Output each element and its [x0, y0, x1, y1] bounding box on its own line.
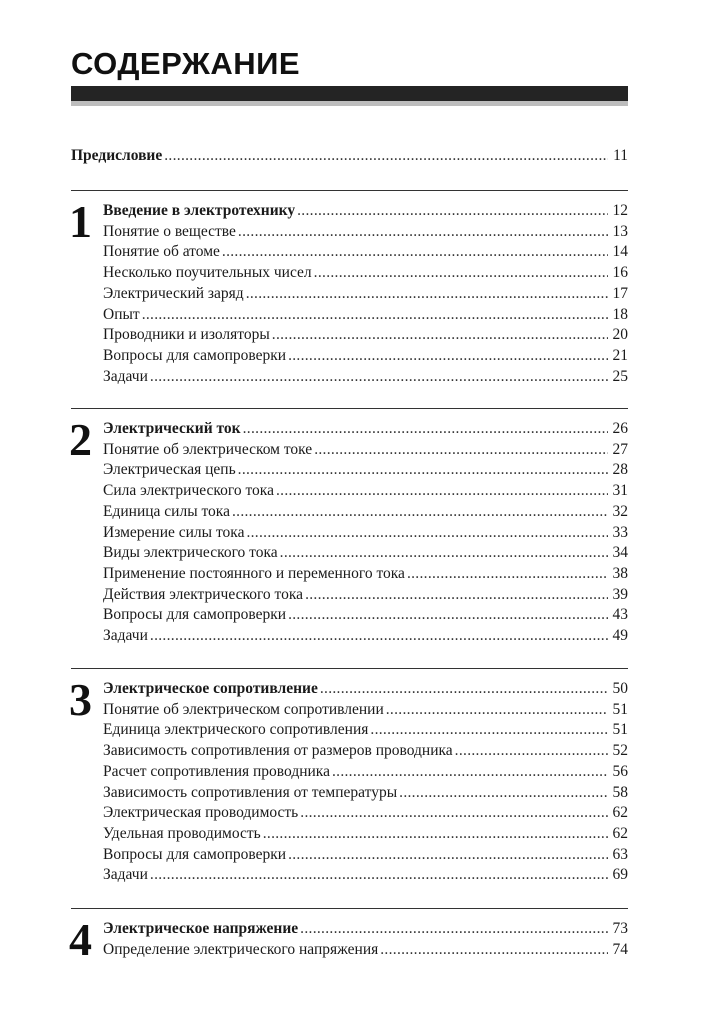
- chapter-separator: [71, 408, 628, 409]
- toc-entry-page: 16: [612, 264, 628, 282]
- toc-entry-page: 20: [612, 326, 628, 344]
- toc-entry-page: 18: [612, 305, 628, 323]
- toc-entry-label: Несколько поучительных чисел: [103, 264, 312, 282]
- toc-entry-page: 32: [612, 502, 628, 520]
- toc-entry-label: Расчет сопротивления проводника: [103, 762, 330, 780]
- toc-entry-page: 27: [612, 440, 628, 458]
- toc-entry-page: 50: [612, 680, 628, 697]
- toc-entry-page: 62: [612, 824, 628, 842]
- toc-entry[interactable]: [103, 222, 628, 242]
- toc-entry-page: 62: [612, 804, 628, 822]
- dot-leader: [370, 720, 608, 740]
- toc-entry-label: Действия электрического тока: [103, 585, 304, 603]
- toc-entry-label: Понятие о веществе: [103, 222, 236, 240]
- chapter-separator: [71, 668, 628, 669]
- toc-entry[interactable]: [103, 783, 628, 803]
- toc-entry-page: 12: [612, 202, 628, 219]
- chapter-number: 2: [69, 414, 92, 465]
- toc-entry-label: Электрическая цепь: [103, 461, 236, 479]
- toc-entry-label: Задачи: [103, 866, 148, 884]
- toc-entry[interactable]: [103, 481, 628, 501]
- toc-entry[interactable]: [103, 346, 628, 366]
- toc-entry[interactable]: [103, 940, 628, 960]
- dot-leader: [150, 865, 608, 885]
- dot-leader: [238, 222, 608, 242]
- toc-entry-label: Единица электрического сопротивления: [103, 721, 369, 739]
- dot-leader: [272, 325, 608, 345]
- toc-entry[interactable]: [103, 865, 628, 885]
- toc-entry[interactable]: [103, 305, 628, 325]
- toc-entry[interactable]: [103, 460, 628, 480]
- toc-entry-page: 38: [612, 564, 628, 582]
- toc-entry-page: 74: [612, 940, 628, 958]
- toc-entry-label: Зависимость сопротивления от размеров проводника: [103, 742, 453, 760]
- dot-leader: [300, 803, 608, 823]
- toc-entry-label: Задачи: [103, 627, 148, 644]
- toc-entry-preface[interactable]: [71, 146, 628, 166]
- toc-entry-label: Электрическая проводимость: [103, 804, 299, 822]
- toc-entry[interactable]: [103, 845, 628, 865]
- toc-entry[interactable]: [103, 605, 628, 625]
- dot-leader: [386, 700, 608, 720]
- dot-leader: [246, 523, 608, 543]
- toc-entry[interactable]: [103, 367, 628, 387]
- toc-entry-label: Понятие об атоме: [103, 243, 220, 261]
- dot-leader: [238, 460, 608, 480]
- toc-entry-page: 13: [612, 222, 628, 240]
- dot-leader: [246, 284, 608, 304]
- toc-entry-page: 34: [612, 544, 628, 562]
- toc-entry-page: 21: [612, 346, 628, 364]
- toc-entry-label: Предисловие: [71, 147, 163, 164]
- chapter-number: 4: [69, 914, 92, 965]
- toc-entry-page: 31: [612, 482, 628, 500]
- toc-entry-label: Электрический заряд: [103, 284, 244, 302]
- toc-entry-label: Вопросы для самопроверки: [103, 346, 287, 364]
- toc-entry-label: Вопросы для самопроверки: [103, 606, 287, 624]
- dot-leader: [232, 502, 608, 522]
- title-underline-bar: [71, 86, 628, 101]
- toc-entry-page: 25: [612, 367, 628, 385]
- toc-entry-label: Удельная проводимость: [103, 824, 261, 842]
- toc-entry[interactable]: [103, 502, 628, 522]
- toc-entry-page: 43: [612, 606, 628, 624]
- toc-entry[interactable]: [103, 803, 628, 823]
- dot-leader: [263, 824, 608, 844]
- dot-leader: [288, 346, 608, 366]
- toc-entry[interactable]: [103, 626, 628, 646]
- toc-entry-label: Проводники и изоляторы: [103, 326, 270, 344]
- title-underline-shadow: [71, 101, 628, 106]
- toc-entry-page: 51: [612, 721, 628, 739]
- dot-leader: [150, 626, 608, 646]
- dot-leader: [150, 367, 608, 387]
- toc-entry-page: 11: [613, 147, 628, 164]
- toc-entry-label: Понятие об электрическом токе: [103, 440, 313, 458]
- toc-entry-page: 56: [612, 762, 628, 780]
- chapter-number: 1: [69, 196, 92, 247]
- toc-entry-label: Единица силы тока: [103, 502, 230, 520]
- dot-leader: [305, 585, 608, 605]
- dot-leader: [332, 762, 608, 782]
- toc-entry[interactable]: [103, 440, 628, 460]
- toc-entry[interactable]: [103, 741, 628, 761]
- toc-entry[interactable]: [103, 720, 628, 740]
- toc-entry-page: 33: [612, 523, 628, 541]
- chapter-number: 3: [69, 674, 92, 725]
- toc-entry-page: 14: [612, 243, 628, 261]
- chapter-heading[interactable]: [103, 201, 628, 221]
- toc-entry[interactable]: [103, 263, 628, 283]
- toc-entry-page: 17: [612, 284, 628, 302]
- toc-entry-page: 73: [612, 920, 628, 937]
- toc-entry-page: 63: [612, 845, 628, 863]
- toc-entry[interactable]: [103, 325, 628, 345]
- toc-entry-page: 51: [612, 700, 628, 718]
- toc-entry[interactable]: [103, 564, 628, 584]
- toc-entry-page: 58: [612, 783, 628, 801]
- dot-leader: [142, 305, 608, 325]
- toc-entry[interactable]: [103, 242, 628, 262]
- dot-leader: [280, 543, 608, 563]
- toc-entry[interactable]: [103, 762, 628, 782]
- toc-entry[interactable]: [103, 523, 628, 543]
- dot-leader: [297, 201, 608, 221]
- toc-entry-page: 28: [612, 461, 628, 479]
- dot-leader: [243, 419, 608, 439]
- page-title: СОДЕРЖАНИЕ: [71, 46, 301, 81]
- toc-entry-label: Задачи: [103, 367, 148, 385]
- dot-leader: [222, 242, 608, 262]
- dot-leader: [380, 940, 608, 960]
- dot-leader: [164, 146, 608, 166]
- toc-entry-page: 69: [612, 866, 628, 884]
- toc-entry[interactable]: [103, 700, 628, 720]
- toc-entry-label: Электрический ток: [103, 420, 241, 437]
- toc-entry-label: Электрическое сопротивление: [103, 680, 318, 697]
- toc-entry-label: Применение постоянного и переменного тока: [103, 564, 405, 582]
- toc-entry-page: 52: [612, 742, 628, 760]
- dot-leader: [314, 263, 608, 283]
- dot-leader: [455, 741, 608, 761]
- dot-leader: [314, 440, 608, 460]
- toc-entry[interactable]: [103, 543, 628, 563]
- toc-entry-label: Измерение силы тока: [103, 523, 245, 541]
- toc-entry-label: Опыт: [103, 305, 140, 323]
- toc-entry-label: Вопросы для самопроверки: [103, 845, 287, 863]
- toc-entry-label: Введение в электротехнику: [103, 202, 296, 219]
- chapter-separator: [71, 908, 628, 909]
- dot-leader: [399, 783, 608, 803]
- dot-leader: [288, 845, 608, 865]
- toc-entry-label: Определение электрического напряжения: [103, 940, 379, 958]
- chapter-heading[interactable]: [103, 679, 628, 699]
- toc-entry-label: Виды электрического тока: [103, 544, 278, 562]
- dot-leader: [276, 481, 608, 501]
- toc-entry[interactable]: [103, 585, 628, 605]
- dot-leader: [407, 564, 608, 584]
- chapter-heading[interactable]: [103, 919, 628, 939]
- toc-entry-page: 49: [612, 627, 628, 644]
- toc-entry-page: 39: [612, 585, 628, 603]
- dot-leader: [320, 679, 608, 699]
- chapter-separator: [71, 190, 628, 191]
- toc-entry-label: Электрическое напряжение: [103, 920, 299, 937]
- toc-entry-label: Зависимость сопротивления от температуры: [103, 783, 398, 801]
- toc-entry-label: Понятие об электрическом сопротивлении: [103, 700, 384, 718]
- chapter-heading[interactable]: [103, 419, 628, 439]
- toc-entry[interactable]: [103, 284, 628, 304]
- dot-leader: [288, 605, 608, 625]
- toc-entry-label: Сила электрического тока: [103, 482, 274, 500]
- toc-entry[interactable]: [103, 824, 628, 844]
- toc-entry-page: 26: [612, 420, 628, 437]
- dot-leader: [300, 919, 608, 939]
